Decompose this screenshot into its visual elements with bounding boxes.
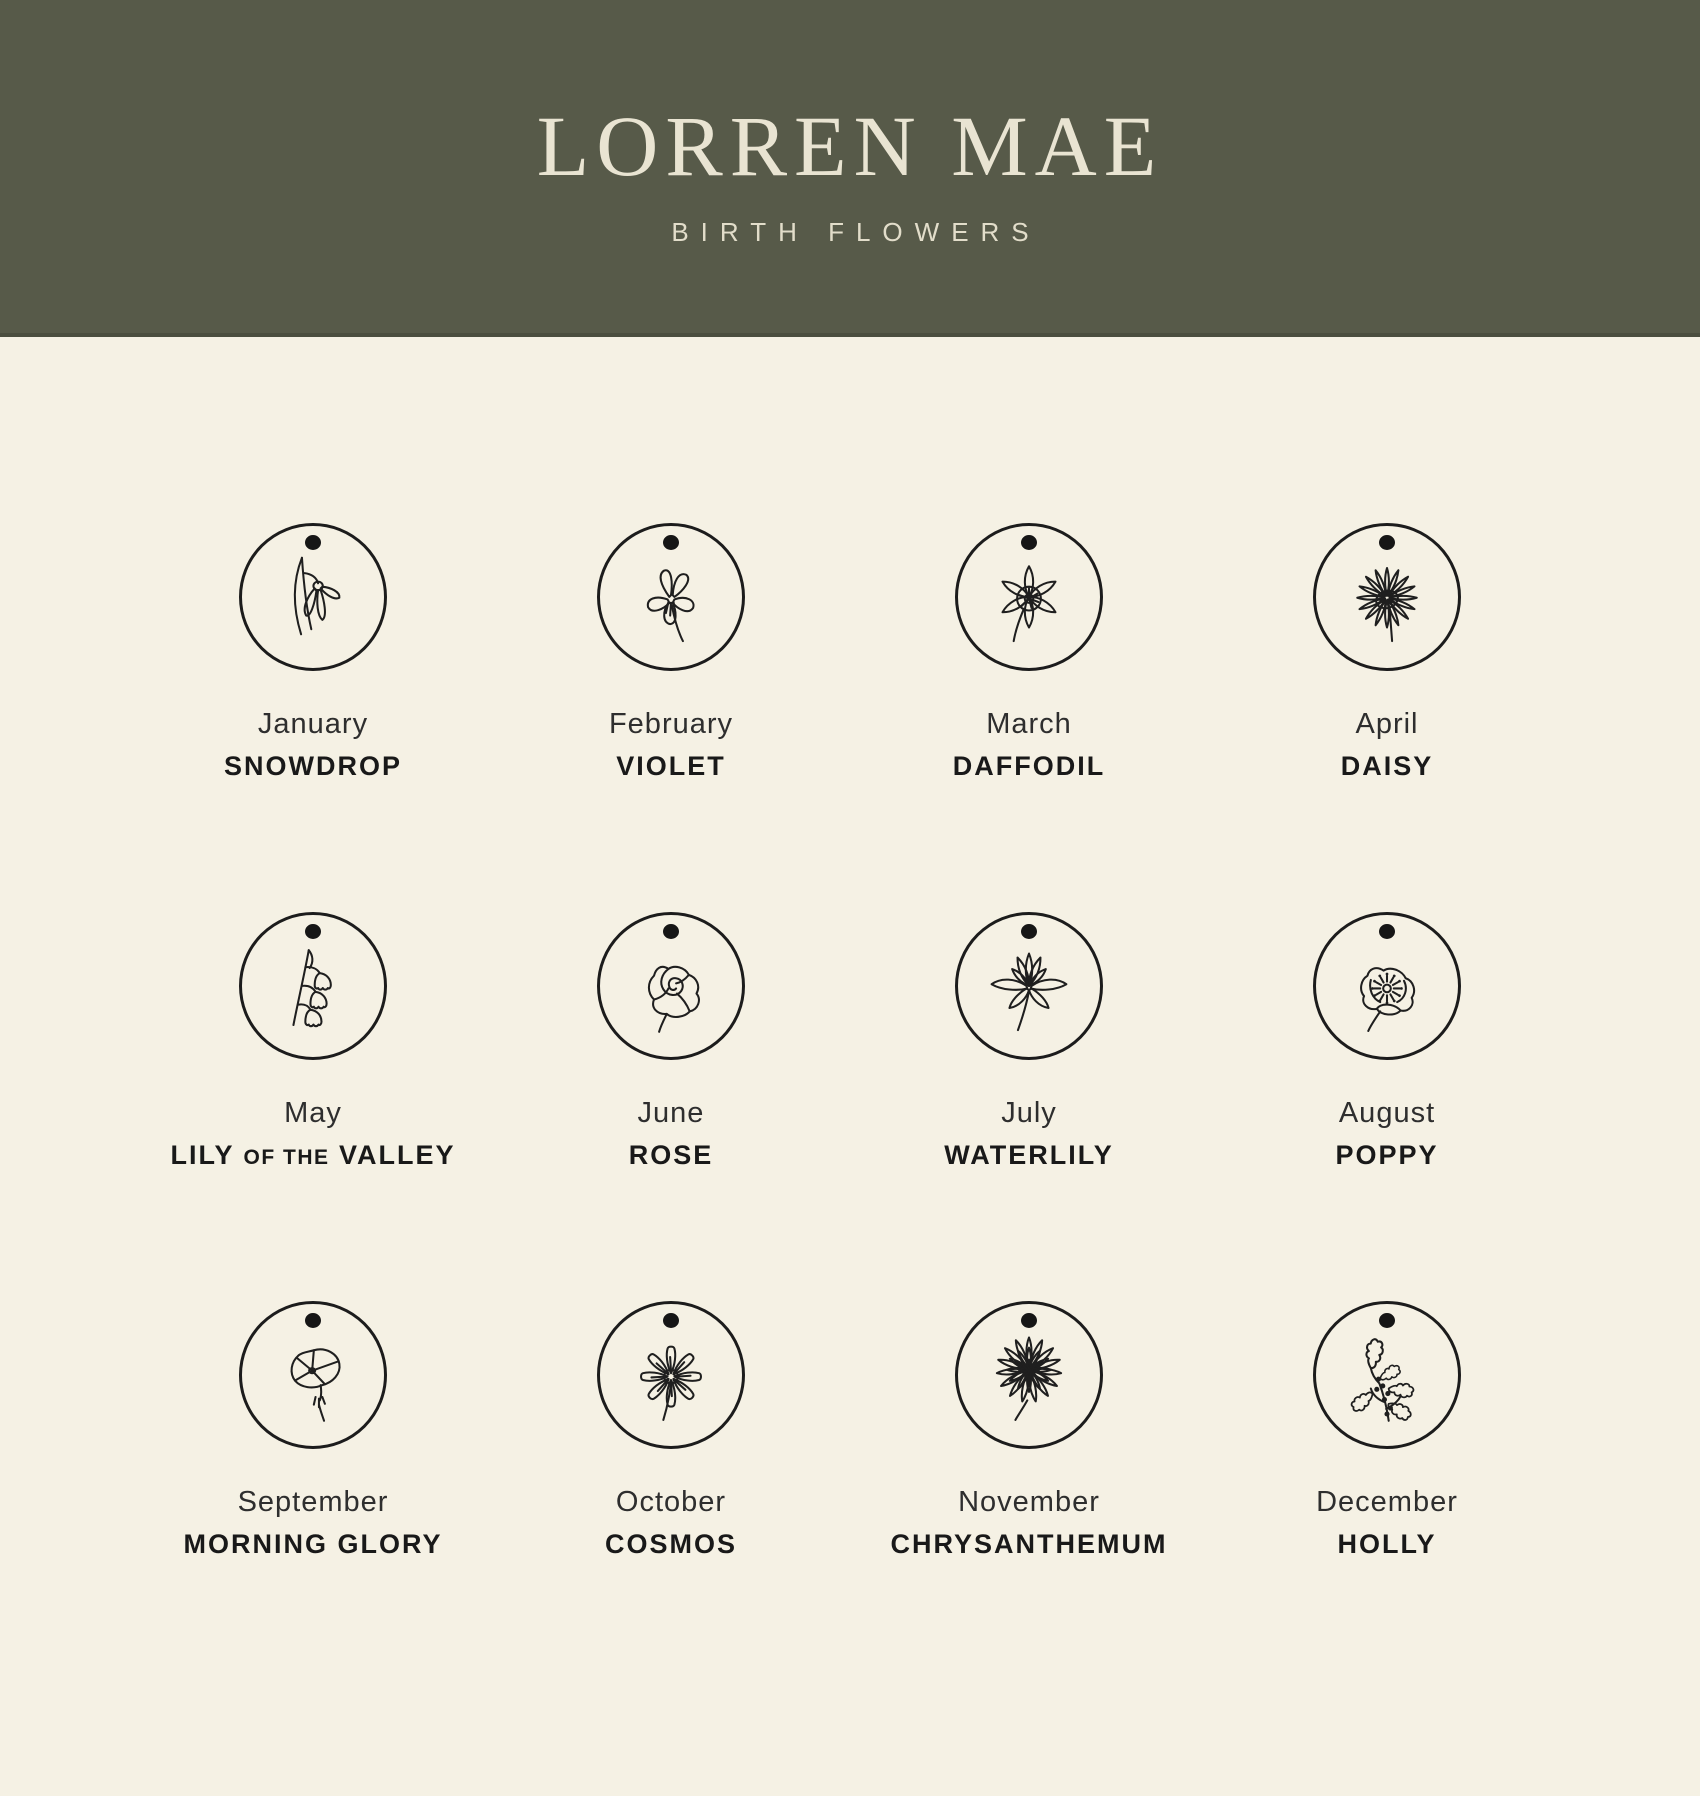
flower-name: HOLLY (1337, 1529, 1437, 1559)
charm-circle-february (597, 523, 745, 671)
poppy-icon (1336, 940, 1438, 1042)
tag-hole-icon (1021, 535, 1037, 550)
charm-circle-december (1313, 1301, 1461, 1449)
month-label: June (637, 1097, 705, 1129)
flower-cell-may (134, 912, 492, 1171)
lily-of-the-valley-icon (262, 940, 364, 1042)
flower-name: WATERLILY (944, 1140, 1114, 1170)
charm-circle-june (597, 912, 745, 1060)
flower-name: DAFFODIL (952, 751, 1106, 781)
tag-hole-icon (305, 535, 321, 550)
flower-cell-january (134, 523, 492, 782)
flower-cell-july (850, 912, 1208, 1171)
flower-name-part: OF THE (243, 1146, 330, 1169)
violet-icon (620, 551, 722, 653)
charm-circle-november (955, 1301, 1103, 1449)
flower-cell-august (1208, 912, 1566, 1171)
header-band (0, 0, 1700, 337)
daisy-icon (1336, 551, 1438, 653)
tag-hole-icon (1021, 1313, 1037, 1328)
rose-icon (620, 940, 722, 1042)
month-label: August (1338, 1097, 1436, 1129)
charm-circle-july (955, 912, 1103, 1060)
flower-name-part: VALLEY (339, 1140, 456, 1170)
flower-cell-december (1208, 1301, 1566, 1560)
month-label: November (958, 1486, 1100, 1518)
flower-cell-march (850, 523, 1208, 782)
flower-name: SNOWDROP (224, 751, 402, 781)
month-label: April (1355, 708, 1419, 740)
tag-hole-icon (1379, 924, 1395, 939)
flower-cell-february (492, 523, 850, 782)
flower-cell-september (134, 1301, 492, 1560)
waterlily-icon (978, 940, 1080, 1042)
charm-circle-september (239, 1301, 387, 1449)
charm-circle-october (597, 1301, 745, 1449)
month-label: January (257, 708, 369, 740)
flower-name: VIOLET (616, 751, 726, 781)
flower-cell-june (492, 912, 850, 1171)
flower-name: COSMOS (604, 1529, 737, 1559)
tag-hole-icon (305, 1313, 321, 1328)
flower-name (170, 1140, 455, 1171)
morning-glory-icon (262, 1329, 364, 1431)
charm-circle-may (239, 912, 387, 1060)
month-label: May (284, 1097, 342, 1129)
cosmos-icon (620, 1329, 722, 1431)
birth-flower-grid (134, 337, 1566, 1560)
flower-name: POPPY (1335, 1140, 1439, 1170)
tag-hole-icon (1021, 924, 1037, 939)
flower-name: ROSE (628, 1140, 714, 1170)
tag-hole-icon (1379, 535, 1395, 550)
month-label: September (237, 1486, 389, 1518)
daffodil-icon (978, 551, 1080, 653)
snowdrop-icon (262, 551, 364, 653)
flower-cell-october (492, 1301, 850, 1560)
flower-name: CHRYSANTHEMUM (890, 1529, 1168, 1559)
flower-name-part: LILY (170, 1140, 234, 1170)
month-label: October (615, 1486, 727, 1518)
charm-circle-april (1313, 523, 1461, 671)
month-label: December (1316, 1486, 1458, 1518)
tag-hole-icon (663, 924, 679, 939)
tag-hole-icon (1379, 1313, 1395, 1328)
tag-hole-icon (663, 535, 679, 550)
flower-cell-april (1208, 523, 1566, 782)
charm-circle-january (239, 523, 387, 671)
month-label: March (986, 708, 1072, 740)
flower-name: MORNING GLORY (183, 1529, 443, 1559)
flower-name: DAISY (1340, 751, 1434, 781)
flower-cell-november (850, 1301, 1208, 1560)
month-label: February (608, 708, 734, 740)
holly-icon (1336, 1329, 1438, 1431)
chrysanthemum-icon (978, 1329, 1080, 1431)
tag-hole-icon (663, 1313, 679, 1328)
brand-title: LORREN MAE (536, 97, 1164, 194)
charm-circle-march (955, 523, 1103, 671)
tag-hole-icon (305, 924, 321, 939)
charm-circle-august (1313, 912, 1461, 1060)
page-subtitle: BIRTH FLOWERS (671, 216, 1041, 247)
month-label: July (1001, 1097, 1057, 1129)
